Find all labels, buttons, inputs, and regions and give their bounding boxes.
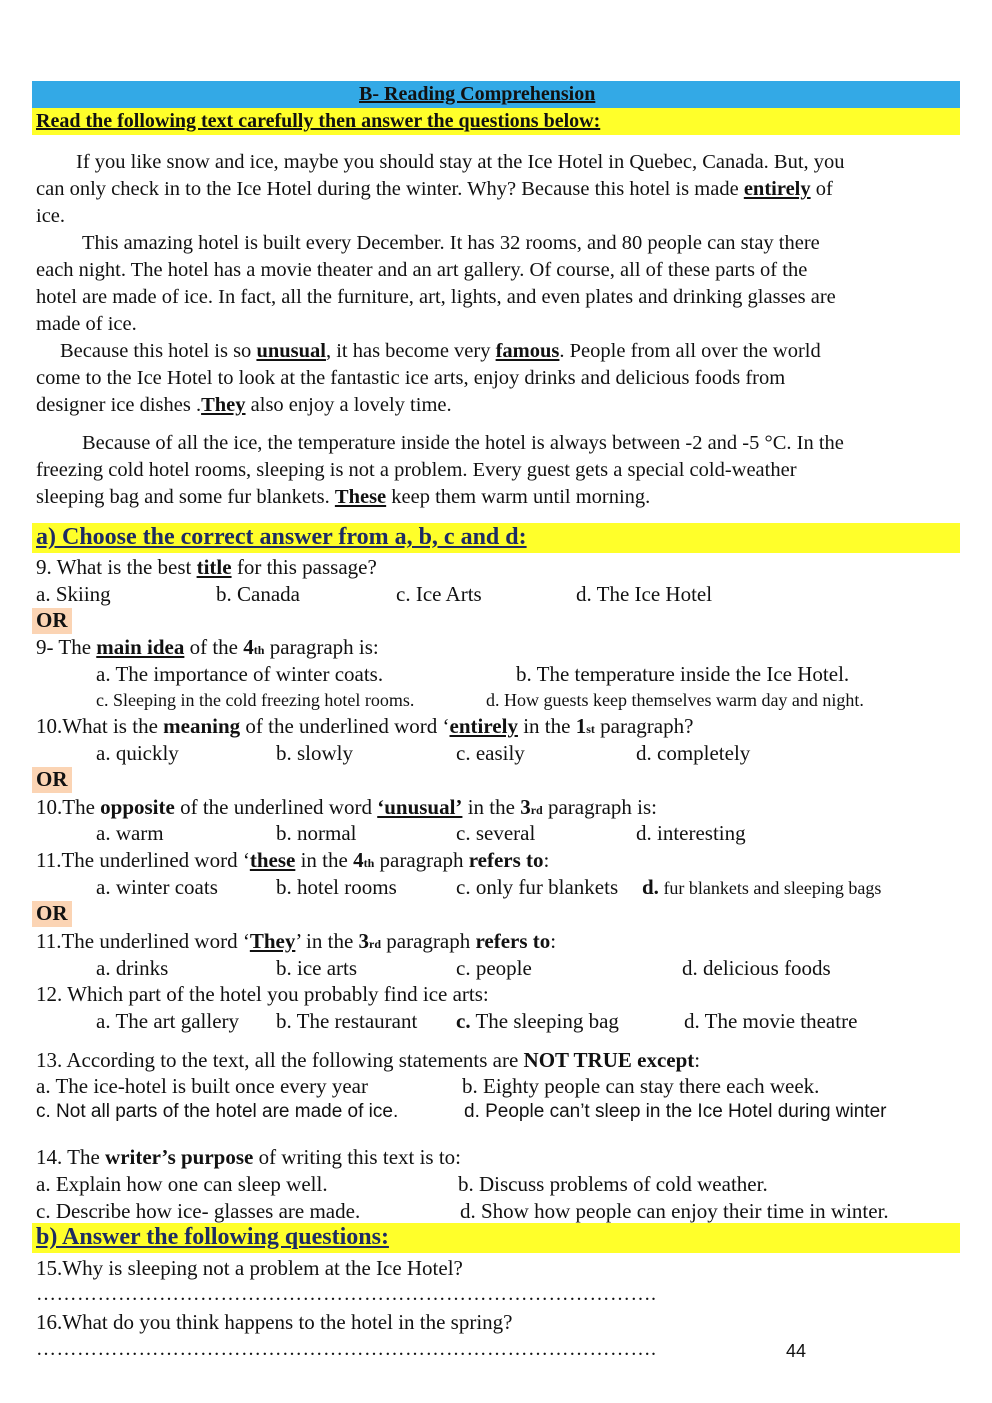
q10-option-b: b. slowly	[276, 741, 354, 765]
q14-option-c: c. Describe how ice- glasses are made.	[36, 1199, 361, 1223]
passage-p3-line1: Because this hotel is so unusual, it has become very famous. People from all over the world	[60, 340, 821, 362]
q9alt-option-b: b. The temperature inside the Ice Hotel.	[516, 662, 850, 686]
question-13: 13. According to the text, all the following statements are NOT TRUE except:	[36, 1048, 701, 1072]
question-10: 10.What is the meaning of the underlined word ‘entirely in the 1st paragraph?	[36, 714, 694, 738]
q9-option-a: a. Skiing	[36, 582, 111, 606]
answer-line-16[interactable]: ……………………………………………………………………………….	[36, 1338, 657, 1360]
q14-option-b: b. Discuss problems of cold weather.	[458, 1172, 768, 1196]
q13-option-d: d. People can’t sleep in the Ice Hotel during winter	[464, 1101, 887, 1122]
underlined-word-unusual: unusual	[256, 340, 326, 362]
passage-p3-line2: come to the Ice Hotel to look at the fantastic ice arts, enjoy drinks and delicious foods from	[36, 367, 786, 389]
question-15: 15.Why is sleeping not a problem at the Ice Hotel?	[36, 1256, 463, 1280]
q9-option-b: b. Canada	[216, 582, 300, 606]
q12-option-b: b. The restaurant	[276, 1009, 418, 1033]
passage-p1-line2: can only check in to the Ice Hotel during the winter. Why? Because this hotel is made entirely of	[36, 178, 833, 200]
q10alt-option-d: d. interesting	[636, 821, 746, 845]
question-11-alt: 11.The underlined word ‘They’ in the 3rd paragraph refers to:	[36, 929, 557, 953]
q11alt-option-c: c. people	[456, 956, 532, 980]
passage-p4-line1: Because of all the ice, the temperature inside the hotel is always between -2 and -5 °C. In the	[82, 432, 844, 454]
q10alt-option-c: c. several	[456, 821, 536, 845]
or-label: OR	[36, 901, 68, 925]
question-9: 9. What is the best title for this passage?	[36, 555, 377, 579]
q10alt-option-a: a. warm	[96, 821, 164, 845]
q9alt-option-c: c. Sleeping in the cold freezing hotel rooms.	[96, 690, 415, 710]
or-label: OR	[36, 767, 68, 791]
q11alt-option-a: a. drinks	[96, 956, 169, 980]
q12-option-c: c. The sleeping bag	[456, 1009, 619, 1033]
q10-option-d: d. completely	[636, 741, 751, 765]
passage-p2-line2: each night. The hotel has a movie theater and an art gallery. Of course, all of these parts of the	[36, 259, 808, 281]
page-number: 44	[786, 1341, 807, 1361]
passage-p4-line2: freezing cold hotel rooms, sleeping is not a problem. Every guest gets a special cold-weather	[36, 459, 797, 481]
underlined-word-these: These	[334, 486, 387, 508]
question-11: 11.The underlined word ‘these in the 4th paragraph refers to:	[36, 848, 550, 872]
q11alt-option-d: d. delicious foods	[682, 956, 831, 980]
passage-p1-line1: If you like snow and ice, maybe you should stay at the Ice Hotel in Quebec, Canada. But, you	[76, 151, 845, 173]
or-label: OR	[36, 608, 68, 632]
q14-option-d: d. Show how people can enjoy their time in winter.	[460, 1199, 889, 1223]
q11-option-c: c. only fur blankets	[456, 875, 619, 899]
q9alt-option-a: a. The importance of winter coats.	[96, 662, 384, 686]
underlined-word-famous: famous	[495, 340, 560, 362]
question-12: 12. Which part of the hotel you probably find ice arts:	[36, 982, 489, 1006]
passage-p2-line1: This amazing hotel is built every December. It has 32 rooms, and 80 people can stay there	[82, 232, 820, 254]
question-16: 16.What do you think happens to the hotel in the spring?	[36, 1310, 513, 1334]
question-10-alt: 10.The opposite of the underlined word ‘unusual’ in the 3rd paragraph is:	[36, 795, 657, 819]
q9-option-d: d. The Ice Hotel	[576, 582, 713, 606]
answer-line-15[interactable]: ……………………………………………………………………………….	[36, 1283, 657, 1305]
q9-option-c: c. Ice Arts	[396, 582, 482, 606]
q10alt-option-b: b. normal	[276, 821, 357, 845]
question-9-alt: 9- The main idea of the 4th paragraph is:	[36, 635, 379, 659]
q11-option-a: a. winter coats	[96, 875, 218, 899]
q11-option-d: d. fur blankets and sleeping bags	[642, 875, 882, 899]
q14-option-a: a. Explain how one can sleep well.	[36, 1172, 328, 1196]
q10-option-c: c. easily	[456, 741, 525, 765]
q13-option-a: a. The ice-hotel is built once every year	[36, 1074, 368, 1098]
section-b-title: b) Answer the following questions:	[36, 1224, 389, 1250]
q13-option-c: c. Not all parts of the hotel are made of ice.	[36, 1101, 399, 1122]
passage-p2-line4: made of ice.	[36, 313, 137, 335]
passage-p1-line3: ice.	[36, 205, 66, 227]
q12-option-d: d. The movie theatre	[684, 1009, 858, 1033]
section-a-title: a) Choose the correct answer from a, b, c and d:	[36, 524, 527, 550]
underlined-word-entirely: entirely	[743, 178, 811, 200]
q12-option-a: a. The art gallery	[96, 1009, 240, 1033]
q11-option-b: b. hotel rooms	[276, 875, 397, 899]
q13-option-b: b. Eighty people can stay there each week.	[462, 1074, 820, 1098]
passage-p3-line3: designer ice dishes .They also enjoy a lovely time.	[36, 394, 452, 416]
q9alt-option-d: d. How guests keep themselves warm day and night.	[486, 690, 864, 710]
section-title: B- Reading Comprehension	[359, 83, 596, 105]
q10-option-a: a. quickly	[96, 741, 179, 765]
passage-p4-line3: sleeping bag and some fur blankets. These keep them warm until morning.	[36, 486, 651, 508]
question-14: 14. The writer’s purpose of writing this text is to:	[36, 1145, 462, 1169]
instruction-text: Read the following text carefully then answer the questions below:	[36, 110, 601, 132]
passage-p2-line3: hotel are made of ice. In fact, all the furniture, art, lights, and even plates and drinking glasses are	[36, 286, 836, 308]
q11alt-option-b: b. ice arts	[276, 956, 358, 980]
underlined-word-they: They	[201, 394, 246, 416]
